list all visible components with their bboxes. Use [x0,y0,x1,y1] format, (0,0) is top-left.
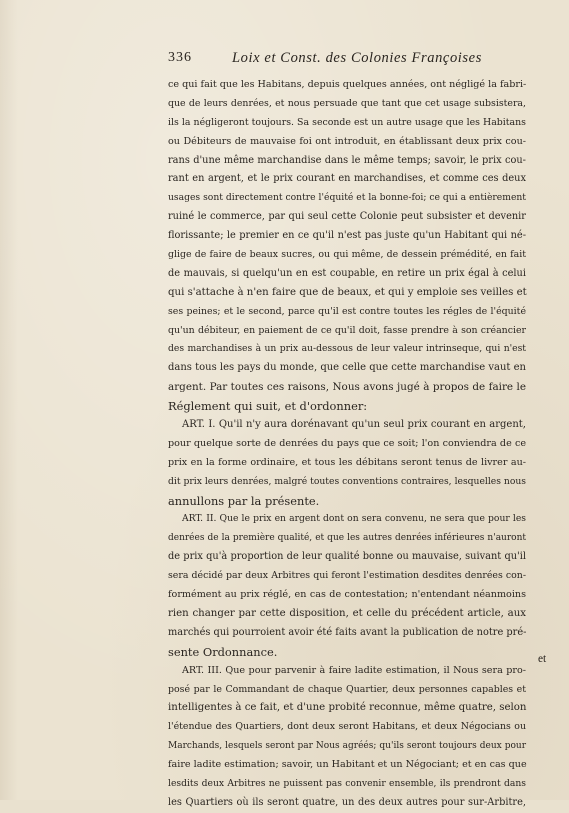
text-line: faire ladite estimation; savoir, un Habitant et un Négociant; et en cas que [168,759,527,771]
text-line: argent. Par toutes ces raisons, Nous avons jugé à propos de faire le [168,381,526,394]
text-line: dit prix leurs denrées, malgré toutes conventions contraires, lesquelles nous [168,475,526,487]
text-line: l'étendue des Quartiers, dont deux seront Habitans, et deux Négocians ou [168,721,526,733]
text-line: qu'un débiteur, en paiement de ce qu'il doit, fasse prendre à son créancier [168,324,526,336]
text-line: dans tous les pays du monde, que celle que cette marchandise vaut en [168,362,526,374]
text-line: ils la négligeront toujours. Sa seconde est un autre usage que les Habitans [168,116,526,128]
text-line: de mauvais, si quelqu'un en est coupable, en retire un prix égal à celui [168,267,526,279]
text-line: rien changer par cette disposition, et celle du précédent article, aux [168,607,526,619]
text-line: pour quelque sorte de denrées du pays que ce soit; l'on conviendra de ce [168,437,526,449]
text-line: intelligentes à ce fait, et d'une probité reconnue, même quatre, selon [168,702,527,714]
text-line: denrées de la première qualité, et que les autres denrées inférieures n'auront [168,533,526,544]
text-line: des marchandises à un prix au-dessous de leur valeur intrinseque, qui n'est [168,343,526,355]
text-line: sera décidé par deux Arbitres qui feront l'estimation desdites denrées con- [168,570,526,582]
text-line: formément au prix réglé, en cas de contestation; n'entendant néanmoins [168,589,526,601]
text-line: les Quartiers où ils seront quatre, un des deux autres pour sur-Arbitre, [168,796,526,808]
page-header [168,50,498,70]
text-line: usages sont directement contre l'équité et la bonne-foi; ce qui a entièrement [168,192,526,204]
running-title: Loix et Const. des Colonies Françoises [232,50,482,66]
text-line: ruiné le commerce, par qui seul cette Colonie peut subsister et devenir [168,211,526,223]
text-line: rant en argent, et le prix courant en marchandises, et comme ces deux [168,173,526,185]
page-number: 336 [168,50,192,65]
text-line: ART. III. Que pour parvenir à faire ladite estimation, il Nous sera pro- [182,664,526,676]
body-text [168,76,526,813]
text-line: florissante; le premier en ce qu'il n'est pas juste qu'un Habitant qui né- [168,230,526,242]
text-line: lesdits deux Arbitres ne puissent pas convenir ensemble, ils prendront dans [168,777,526,789]
text-line: sente Ordonnance. [168,644,278,659]
text-line: glige de faire de beaux sucres, ou qui même, de dessein prémédité, en fait [168,249,526,261]
text-line: que de leurs denrées, et nous persuade que tant que cet usage subsistera, [168,97,526,109]
text-line: ART. I. Qu'il n'y aura dorénavant qu'un seul prix courant en argent, [182,419,526,431]
catchword: et [538,653,547,665]
text-line: marchés qui pourroient avoir été faits avant la publication de notre pré- [168,626,527,638]
text-line: Réglement qui suit, et d'ordonner: [168,399,368,414]
text-line: prix en la forme ordinaire, et tous les débitans seront tenus de livrer au- [168,456,526,468]
text-line: rans d'une même marchandise dans le même temps; savoir, le prix cou- [168,154,526,166]
text-line: Marchands, lesquels seront par Nous agréés; qu'ils seront toujours deux pour [168,741,526,752]
text-line: posé par le Commandant de chaque Quartier, deux personnes capables et [168,683,526,695]
text-line: de prix qu'à proportion de leur qualité bonne ou mauvaise, suivant qu'il [168,551,526,563]
text-line: ses peines; et le second, parce qu'il est contre toutes les régles de l'équité [168,305,526,317]
text-line: qui s'attache à n'en faire que de beaux, et qui y emploie ses veilles et [168,286,527,298]
text-line: ART. II. Que le prix en argent dont on sera convenu, ne sera que pour les [182,513,526,525]
text-line: ce qui fait que les Habitans, depuis quelques années, ont négligé la fabri- [168,79,527,90]
text-line: ou Débiteurs de mauvaise foi ont introduit, en établissant deux prix cou- [168,135,526,147]
text-line: annullons par la présente. [168,493,320,508]
